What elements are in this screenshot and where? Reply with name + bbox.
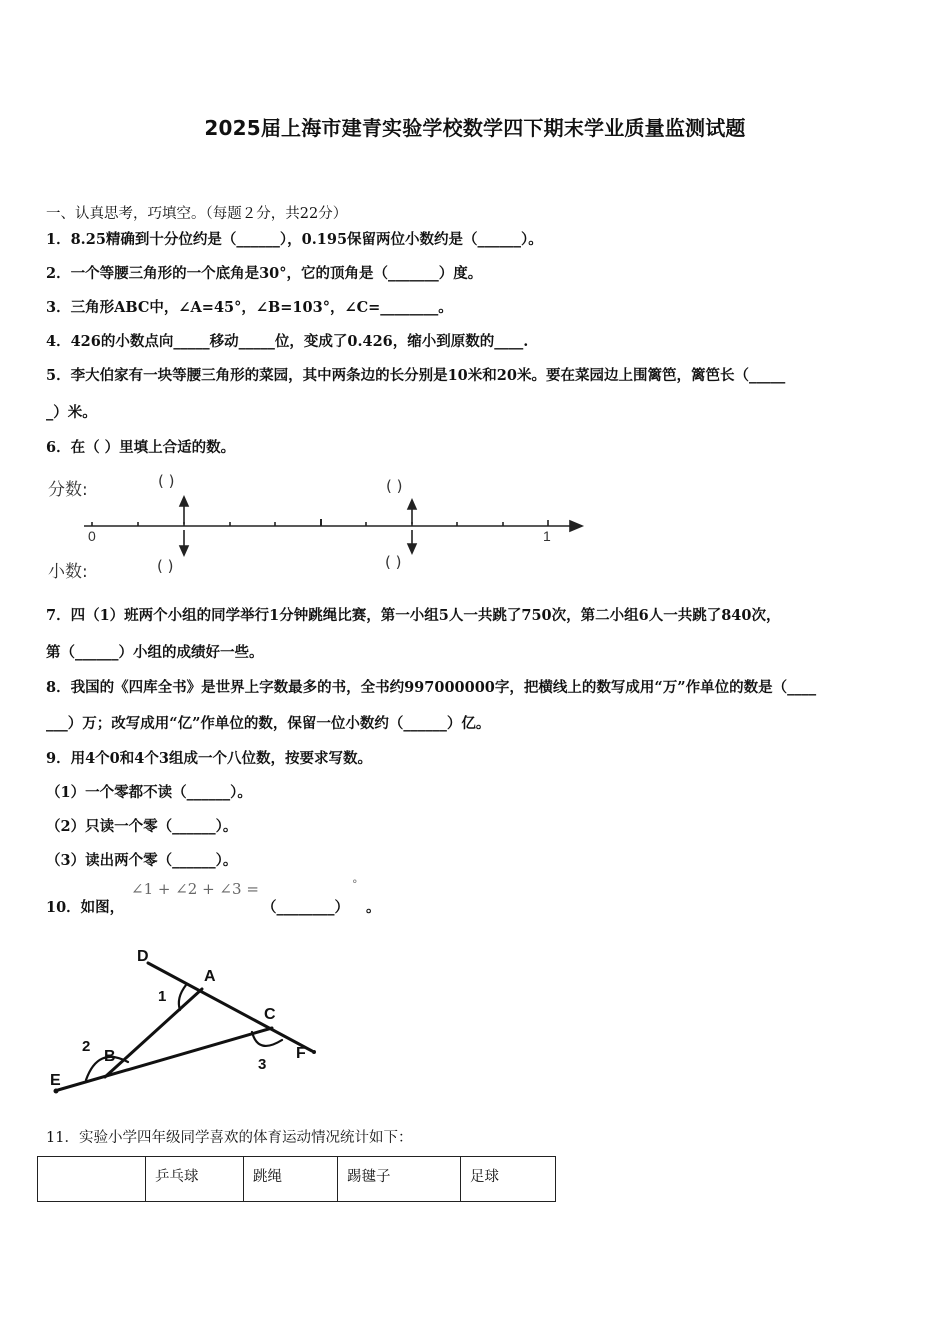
label-angle-3: 3	[258, 1056, 267, 1073]
decimal-blank-1: ( )	[157, 557, 174, 575]
label-angle-1: 1	[158, 988, 167, 1005]
fraction-label: 分数:	[48, 480, 88, 500]
question-7-line2: 第（______）小组的成绩好一些。	[46, 644, 264, 661]
question-9-2: （2）只读一个零（______）。	[46, 818, 238, 835]
label-B: B	[104, 1048, 116, 1065]
tick-label-zero: 0	[88, 528, 96, 544]
decimal-label: 小数:	[48, 562, 88, 582]
question-5-line2: _）米。	[46, 404, 97, 421]
question-8-line2: ___）万；改写成用“亿”作单位的数，保留一位小数约（______）亿。	[46, 715, 491, 732]
question-10-blank: （________）	[262, 899, 349, 916]
question-5-line1: 5．李大伯家有一块等腰三角形的菜园，其中两条边的长分别是10米和20米。要在菜园边上围篱笆，篱笆长（_____	[46, 367, 786, 384]
point-F-dot	[312, 1050, 316, 1054]
question-6: 6．在（ ）里填上合适的数。	[46, 439, 236, 456]
question-2: 2．一个等腰三角形的一个底角是30°，它的顶角是（_______）度。	[46, 265, 483, 282]
decimal-blank-2: ( )	[385, 553, 402, 571]
fraction-blank-1: ( )	[158, 472, 175, 490]
tick-label-one: 1	[543, 528, 551, 544]
label-F: F	[296, 1045, 306, 1062]
label-A: A	[204, 968, 216, 985]
question-9-1: （1）一个零都不读（______）。	[46, 784, 252, 801]
question-4: 4．426的小数点向_____移动_____位，变成了0.426，缩小到原数的____.	[46, 333, 529, 350]
question-7-line1: 7．四（1）班两个小组的同学举行1分钟跳绳比赛，第一小组5人一共跳了750次，第二小组6人一共跳了840次，	[46, 607, 781, 624]
question-11: 11．实验小学四年级同学喜欢的体育运动情况统计如下：	[46, 1130, 413, 1146]
label-angle-2: 2	[82, 1038, 91, 1055]
question-9-3: （3）读出两个零（______）。	[46, 852, 238, 869]
page-title: 2025届上海市建青实验学校数学四下期末学业质量监测试题	[204, 116, 746, 140]
table-header-shuttlecock: 踢毽子	[338, 1157, 461, 1202]
table-header-pingpong: 乒乓球	[146, 1157, 244, 1202]
question-10-prefix: 10．如图，	[46, 899, 125, 916]
question-8-line1: 8．我国的《四库全书》是世界上字数最多的书，全书约997000000字，把横线上的数写成用“万”作单位的数是（____	[46, 679, 817, 696]
angle-sum-expression: ∠1 + ∠2 + ∠3 =	[131, 880, 259, 898]
fraction-blank-2: ( )	[386, 477, 403, 495]
table-header-football: 足球	[461, 1157, 556, 1202]
line-DF	[148, 963, 312, 1051]
label-D: D	[137, 948, 149, 965]
table-row	[38, 1157, 556, 1202]
question-3: 3．三角形ABC中，∠A=45°，∠B=103°，∠C=________。	[46, 299, 453, 316]
sports-stats-table	[37, 1156, 556, 1202]
question-9: 9．用4个0和4个3组成一个八位数，按要求写数。	[46, 750, 372, 767]
question-10-end: 。	[366, 899, 381, 916]
label-E: E	[50, 1072, 61, 1089]
table-header-cell-empty	[38, 1157, 146, 1202]
label-C: C	[264, 1006, 276, 1023]
table-header-jump-rope: 跳绳	[244, 1157, 338, 1202]
question-1: 1．8.25精确到十分位约是（______），0.195保留两位小数约是（______）。	[46, 231, 543, 248]
degree-sign: °	[352, 878, 358, 891]
section-header: 一、认真思考，巧填空。（每题２分，共22分）	[46, 206, 348, 222]
